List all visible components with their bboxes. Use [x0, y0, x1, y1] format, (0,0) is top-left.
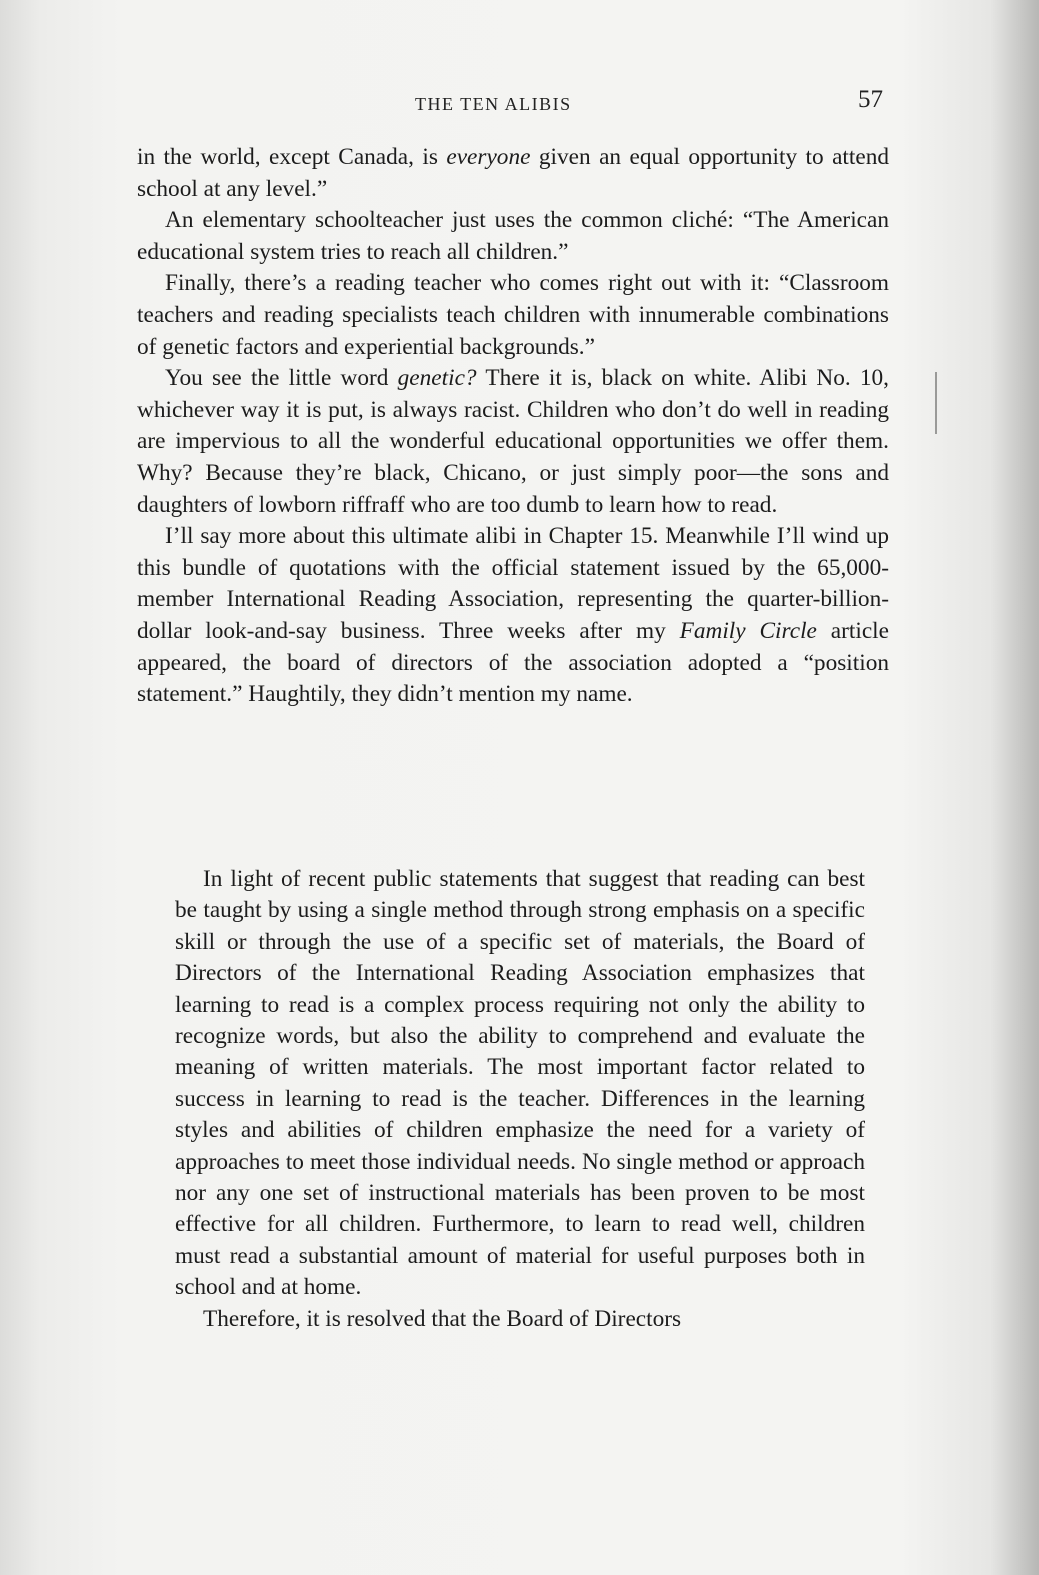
- paragraph: An elementary schoolteacher just uses the common cliché: “The American educational system tries to reach all children.”: [137, 207, 889, 265]
- emphasis-text: everyone: [446, 144, 531, 170]
- emphasis-text: Family Circle: [679, 617, 817, 644]
- block-quote: [175, 864, 865, 1335]
- paragraph: [137, 521, 889, 711]
- paragraph: [137, 363, 889, 521]
- paragraph-text: article appeared, the board of directors of the association adopted a “position statement.” Haughtily, they didn’t mention my name.: [137, 617, 889, 708]
- show-through-mark: [935, 372, 937, 434]
- paragraph-text: I’ll say more about this ultimate alibi in Chapter 15. Meanwhile I’ll wind up this bundle of quotations with the official statement issued by the 65,000-member International Reading Association, representing the quarter-billion-dollar look-and-say business. Three weeks after my: [137, 523, 889, 644]
- paragraph: [137, 142, 889, 205]
- paragraph: Finally, there’s a reading teacher who comes right out with it: “Classroom teachers and reading specialists teach children with innumerable combinations of genetic factors and experiential backgrounds.”: [137, 270, 889, 360]
- paragraph-text: You see the little word: [165, 365, 398, 392]
- page-number: 57: [858, 86, 883, 113]
- running-head: THE TEN ALIBIS: [415, 94, 572, 114]
- quote-paragraph: Therefore, it is resolved that the Board of Directors: [203, 1305, 682, 1332]
- paragraph-text: There it is, black on white. Alibi No. 10, whichever way it is put, is always racist. Children who don’t do well in reading are impervious to all the wonderful educational opportunities we offer them. Why? Because they’re black, Chicano, or just simply poor—the sons and daughters of lowborn riffraff who are too dumb to learn how to read.: [137, 365, 890, 518]
- body-text: [137, 142, 889, 711]
- quote-paragraph: In light of recent public statements that suggest that reading can best be taught by using a single method through strong emphasis on a specific skill or through the use of a specific set of materials, the Board of Directors of the International Reading Association emphasizes that learning to read is a complex process requiring not only the ability to recognize words, but also the ability to comprehend and evaluate the meaning of written materials. The most important factor related to success in learning to read is the teacher. Differences in the learning styles and abilities of children emphasize the need for a variety of approaches to meet those individual needs. No single method or approach nor any one set of instructional materials has been proven to be most effective for all children. Furthermore, to learn to read well, children must read a substantial amount of material for useful purposes both in school and at home.: [175, 866, 865, 1301]
- emphasis-text: genetic?: [397, 365, 477, 392]
- paragraph-text: given an equal opportunity to attend school at any level.”: [137, 144, 890, 202]
- page-header: [0, 86, 1039, 122]
- paragraph-text: in the world, except Canada, is: [137, 144, 447, 170]
